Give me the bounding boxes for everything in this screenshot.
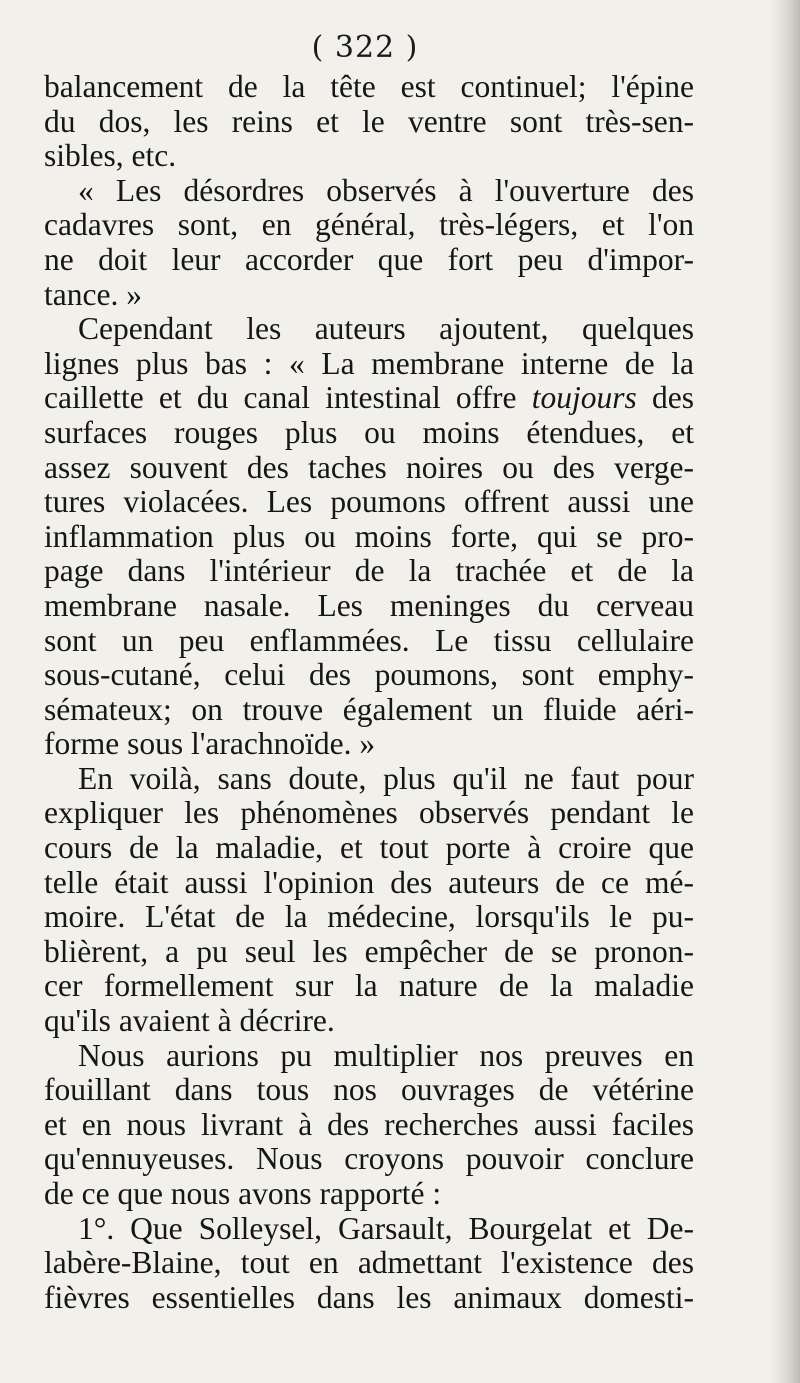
text-line: sémateux; on trouve également un fluide aéri- [44, 691, 694, 727]
text-line: membrane nasale. Les meninges du cerveau [44, 587, 694, 623]
text-line: Cependant les auteurs ajoutent, quelques [78, 311, 694, 347]
text-line: 1°. Que Solleysel, Garsault, Bourgelat et De- [78, 1210, 694, 1246]
text-line: sont un peu enflammées. Le tissu cellulaire [44, 622, 694, 658]
text-line: qu'ennuyeuses. Nous croyons pouvoir conclure [44, 1141, 694, 1177]
text-line: qu'ils avaient à décrire. [44, 1003, 335, 1039]
text-line: « Les désordres observés à l'ouverture des [78, 172, 694, 208]
text-line: assez souvent des taches noires ou des verge- [44, 449, 694, 485]
text-line: page dans l'intérieur de la trachée et de la [44, 553, 694, 589]
text-line: du dos, les reins et le ventre sont très-sen- [44, 103, 694, 139]
text-line: fouillant dans tous nos ouvrages de vétérine [44, 1072, 694, 1108]
text-line: moire. L'état de la médecine, lorsqu'ils le pu- [44, 899, 694, 935]
text-line: et en nous livrant à des recherches aussi faciles [44, 1106, 694, 1142]
text-line: lignes plus bas : « La membrane interne de la [44, 345, 694, 381]
italic-word: toujours [531, 380, 637, 416]
text-line: blièrent, a pu seul les empêcher de se pronon- [44, 933, 694, 969]
text-line: de ce que nous avons rapporté : [44, 1176, 442, 1211]
text-line: Nous aurions pu multiplier nos preuves en [78, 1037, 694, 1073]
text-line: sous-cutané, celui des poumons, sont emphy- [44, 657, 694, 693]
text-line: cadavres sont, en général, très-légers, et l'on [44, 207, 694, 243]
text-line: labère-Blaine, tout en admettant l'existence des [44, 1245, 694, 1281]
text-line: fièvres essentielles dans les animaux domesti- [44, 1279, 694, 1315]
text-line: cours de la maladie, et tout porte à croire que [44, 830, 694, 866]
text-line: tance. » [44, 276, 142, 312]
text-line: ne doit leur accorder que fort peu d'impor- [44, 241, 694, 277]
page-edge-shadow [770, 0, 800, 1383]
text-line: expliquer les phénomènes observés pendant le [44, 795, 694, 831]
text-line: surfaces rouges plus ou moins étendues, et [44, 414, 694, 450]
text-segment: caillette et du canal intestinal offre [44, 380, 532, 416]
text-line: inflammation plus ou moins forte, qui se pro- [44, 518, 694, 554]
text-line: sibles, etc. [44, 138, 177, 174]
text-segment: des [636, 380, 694, 416]
text-line: forme sous l'arachnoïde. » [44, 726, 376, 762]
page-number: ( 322 ) [311, 30, 419, 65]
text-line: telle était aussi l'opinion des auteurs de ce mé- [44, 864, 694, 900]
text-line [44, 381, 694, 416]
text-line: En voilà, sans doute, plus qu'il ne faut pour [78, 760, 694, 796]
text-line: balancement de la tête est continuel; l'épine [44, 69, 694, 104]
text-line: cer formellement sur la nature de la maladie [44, 968, 694, 1004]
body-text [44, 70, 694, 1315]
text-line: tures violacées. Les poumons offrent aussi une [44, 484, 694, 520]
